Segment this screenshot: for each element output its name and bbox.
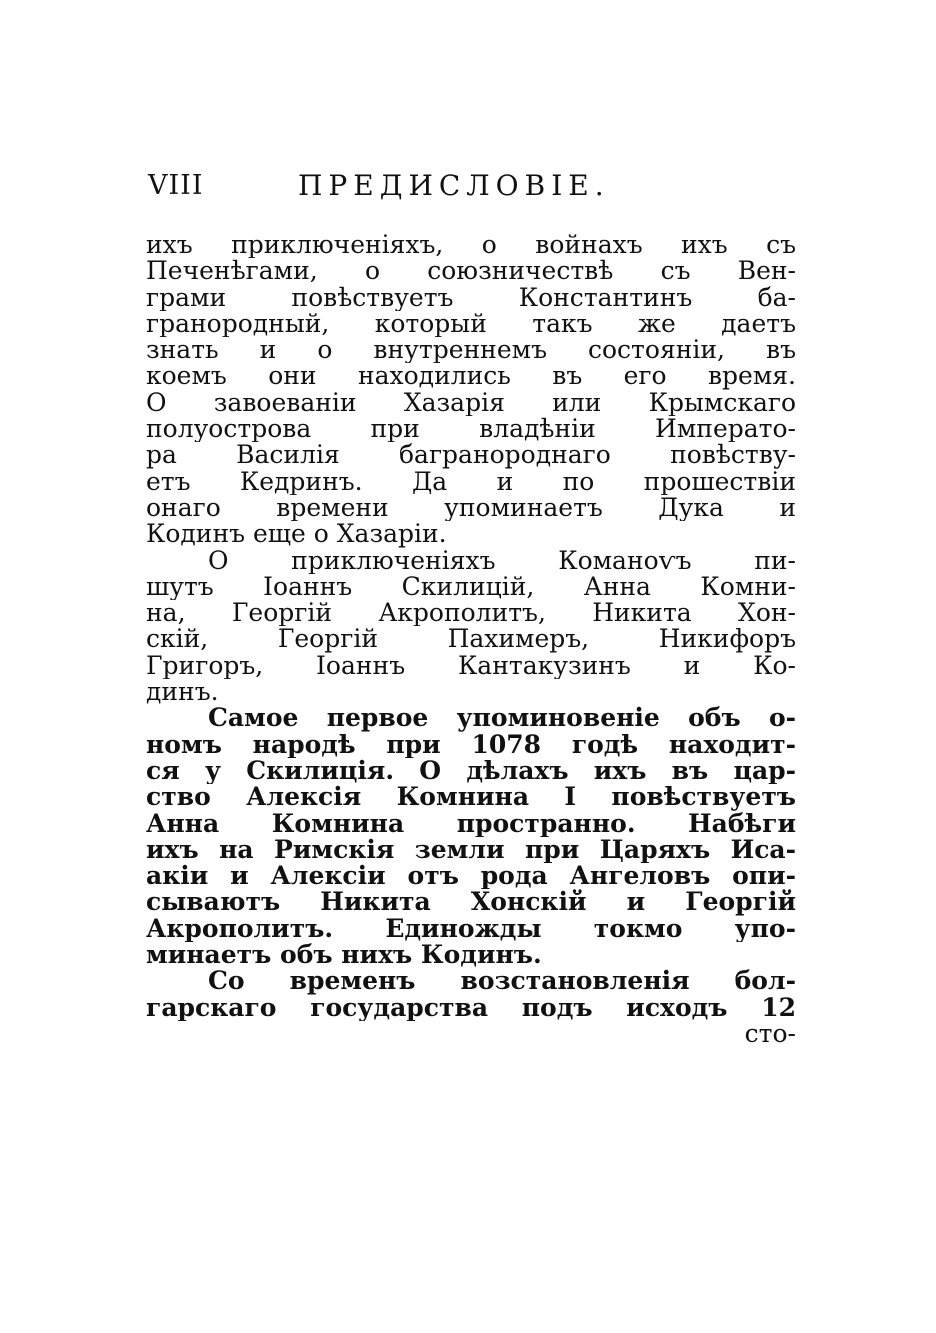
text-line: сываютъ Никита Хонскій и Георгій [146,889,796,916]
catchword: сто- [744,1020,796,1048]
text-line-paragraph-start: О приключеніяхъ Команоѵъ пи- [208,547,796,574]
text-line: ра Василія багранороднаго повѣству- [146,442,796,469]
text-line: ство Алексія Комнина I повѣствуетъ [146,784,796,811]
text-line: Акрополитъ. Единожды токмо упо- [146,915,796,943]
text-line: ихъ приключеніяхъ, о войнахъ ихъ съ [146,232,796,259]
text-line: онаго времени упоминаетъ Дука и [146,494,796,522]
text-body [146,232,796,1047]
running-title: ПРЕДИСЛОВІЕ. [298,168,610,202]
text-line: Кодинъ еще о Хазаріи. [146,521,447,548]
text-line: гранородный, который такъ же даетъ [146,310,796,338]
text-line: акіи и Алексіи отъ рода Ангеловъ опи- [146,863,796,890]
text-line: етъ Кедринъ. Да и по прошествіи [146,468,796,495]
text-line: номъ народѣ при 1078 годѣ находит- [146,731,796,758]
text-line: динъ. [146,679,219,706]
text-line-paragraph-start: Со временъ возстановленія бол- [208,968,796,995]
text-line: скій, Георгій Пахимеръ, Никифоръ [146,626,796,653]
text-line: О завоеваніи Хазарія или Крымскаго [146,389,796,417]
page-number: VIII [148,169,204,201]
text-line: гарскаго государства подъ исходъ 12 [146,994,796,1021]
text-line: полуострова при владѣніи Императо- [146,416,796,443]
text-line: знать и о внутреннемъ состояніи, въ [146,337,796,364]
text-line: минаетъ объ нихъ Кодинъ. [146,942,542,969]
text-line: грами повѣствуетъ Константинъ ба- [146,284,796,311]
page-header [148,163,798,207]
text-line: коемъ они находились въ его время. [146,363,796,390]
text-line: Григоръ, Іоаннъ Кантакузинъ и Ко- [146,652,796,680]
text-line: на, Георгій Акрополитъ, Никита Хон- [146,600,796,627]
text-line-paragraph-start: Самое первое упоминовеніе объ о- [208,705,796,732]
text-line: ихъ на Римскія земли при Царяхъ Иса- [146,836,796,864]
text-line: Анна Комнина пространно. Набѣги [146,810,796,837]
text-line: шутъ Іоаннъ Скилицій, Анна Комни- [146,573,796,601]
text-line: ся у Скилиція. О дѣлахъ ихъ въ цар- [146,757,796,785]
text-line: Печенѣгами, о союзничествѣ съ Вен- [146,258,796,285]
